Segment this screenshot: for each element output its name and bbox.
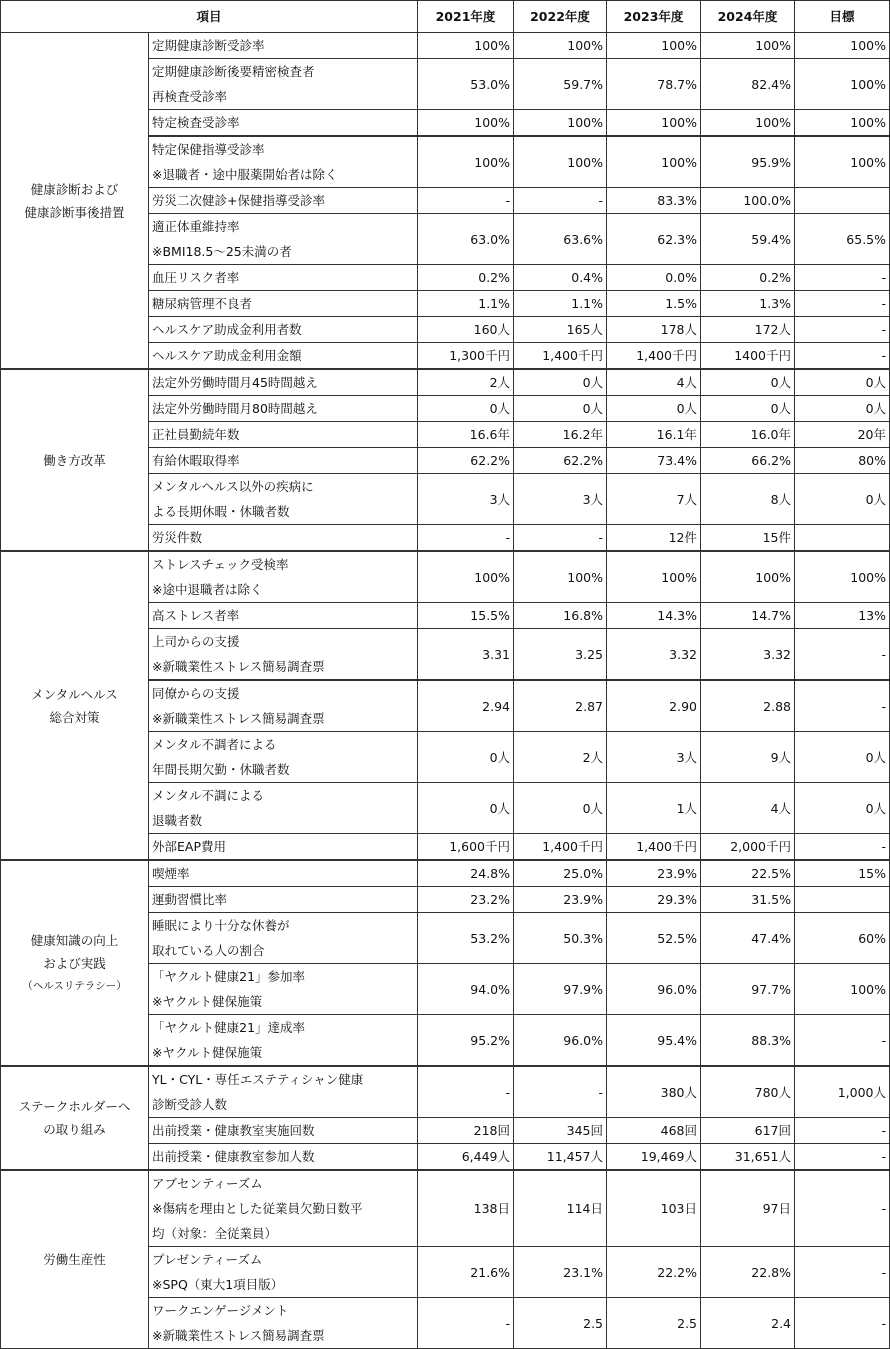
value-2022: 100% [514,551,607,603]
value-2023: 52.5% [607,913,701,964]
value-2024: 2,000千円 [701,834,795,861]
value-2023: 3.32 [607,629,701,681]
value-2023: 4人 [607,369,701,396]
value-2024: 0.2% [701,265,795,291]
value-target: 0人 [795,369,890,396]
value-target: - [795,265,890,291]
value-2024: 22.5% [701,860,795,887]
value-2024: 9人 [701,732,795,783]
item-label: ヘルスケア助成金利用者数 [152,322,302,337]
item-cell [149,265,418,291]
value-2021: - [418,525,514,552]
value-2023: 1,400千円 [607,343,701,370]
value-2021: 1,300千円 [418,343,514,370]
value-2023: 0人 [607,396,701,422]
item-label: 高ストレス者率 [152,608,240,623]
table-row [1,860,890,887]
item-cell [149,317,418,343]
item-label: 労災件数 [152,530,203,545]
item-cell [149,110,418,137]
value-target: - [795,1170,890,1247]
value-2024: 780人 [701,1066,795,1118]
value-2021: - [418,1066,514,1118]
item-label: 診断受診人数 [152,1097,228,1112]
value-2024: 31,651人 [701,1144,795,1171]
item-label: メンタル不調者による [152,737,277,752]
item-label: 法定外労働時間月80時間越え [152,401,318,416]
value-2021: 21.6% [418,1247,514,1298]
value-2023: 62.3% [607,214,701,265]
value-2023: 19,469人 [607,1144,701,1171]
item-label: 糖尿病管理不良者 [152,296,253,311]
value-2023: 1人 [607,783,701,834]
item-label: メンタル不調による [152,788,265,803]
value-2021: 95.2% [418,1015,514,1067]
value-2021: 160人 [418,317,514,343]
value-2023: 1,400千円 [607,834,701,861]
value-target: 0人 [795,732,890,783]
item-cell [149,343,418,370]
item-cell [149,629,418,681]
item-label: ※ヤクルト健保施策 [152,1045,263,1060]
value-2022: 165人 [514,317,607,343]
category-cell [1,1066,149,1170]
value-2021: 0.2% [418,265,514,291]
item-cell [149,136,418,188]
category-label: および実践 [43,955,106,971]
item-cell [149,188,418,214]
value-2022: 2人 [514,732,607,783]
value-2024: 3.32 [701,629,795,681]
header-2023: 2023年度 [607,1,701,33]
value-2021: - [418,188,514,214]
item-label: 定期健康診断後要精密検査者 [152,64,315,79]
value-2022: 25.0% [514,860,607,887]
item-label: 定期健康診断受診率 [152,38,265,53]
item-label: ※新職業性ストレス簡易調査票 [152,711,325,726]
item-label: メンタルヘルス以外の疾病に [152,479,314,494]
item-cell [149,59,418,110]
value-2022: 97.9% [514,964,607,1015]
item-cell [149,603,418,629]
value-2023: 100% [607,33,701,59]
value-2022: 0人 [514,783,607,834]
value-2022: 1,400千円 [514,834,607,861]
value-2024: 4人 [701,783,795,834]
value-2022: 2.5 [514,1298,607,1349]
value-2023: 22.2% [607,1247,701,1298]
value-2022: 1.1% [514,291,607,317]
item-cell [149,913,418,964]
category-label: 健康知識の向上 [30,932,119,948]
category-label: 労働生産性 [43,1252,106,1267]
item-cell [149,1066,418,1118]
item-cell [149,396,418,422]
item-label: ストレスチェック受検率 [152,557,289,572]
value-2022: 16.2年 [514,422,607,448]
category-label: メンタルヘルス [31,686,118,702]
item-cell [149,680,418,732]
value-2024: 31.5% [701,887,795,913]
item-label: 運動習慣比率 [152,892,228,907]
value-2021: 100% [418,136,514,188]
item-cell [149,214,418,265]
value-target: - [795,680,890,732]
value-target: 100% [795,59,890,110]
item-label: 取れている人の割合 [152,943,265,958]
value-2023: 2.90 [607,680,701,732]
item-label: 出前授業・健康教室参加人数 [152,1149,315,1164]
value-target [795,188,890,214]
value-2024: 59.4% [701,214,795,265]
category-label: の取り組み [43,1122,106,1137]
category-sublabel: （ヘルスリテラシー） [22,979,127,992]
item-label: ※BMI18.5～25未満の者 [152,244,292,259]
value-2022: 96.0% [514,1015,607,1067]
table-row [1,551,890,603]
value-2024: 47.4% [701,913,795,964]
item-cell [149,783,418,834]
value-target: 100% [795,964,890,1015]
item-label: 退職者数 [152,813,203,828]
value-2022: 3.25 [514,629,607,681]
value-2024: 100% [701,33,795,59]
value-2023: 95.4% [607,1015,701,1067]
value-2022: 1,400千円 [514,343,607,370]
value-2024: 88.3% [701,1015,795,1067]
value-2023: 468回 [607,1118,701,1144]
value-2022: 100% [514,110,607,137]
item-cell [149,860,418,887]
value-2023: 83.3% [607,188,701,214]
value-2021: 1,600千円 [418,834,514,861]
value-2024: 1.3% [701,291,795,317]
value-2024: 1400千円 [701,343,795,370]
value-2022: 0人 [514,396,607,422]
value-target: - [795,834,890,861]
item-cell [149,1170,418,1247]
value-2022: 59.7% [514,59,607,110]
value-target: 65.5% [795,214,890,265]
value-target: - [795,1118,890,1144]
category-label: 健康診断および [30,181,119,197]
value-2022: - [514,1066,607,1118]
value-2022: - [514,188,607,214]
value-2023: 103日 [607,1170,701,1247]
item-cell [149,732,418,783]
item-label: ※新職業性ストレス簡易調査票 [152,659,325,674]
item-cell [149,448,418,474]
value-2023: 178人 [607,317,701,343]
value-2023: 78.7% [607,59,701,110]
item-label: 睡眠により十分な休養が [152,918,290,933]
category-label: 総合対策 [49,709,100,725]
value-2023: 3人 [607,732,701,783]
item-label: 「ヤクルト健康21」達成率 [152,1020,306,1035]
value-2023: 14.3% [607,603,701,629]
item-label: YL・CYL・専任エステティシャン健康 [152,1072,364,1087]
value-target: 100% [795,33,890,59]
value-target: 0人 [795,474,890,525]
table-row [1,369,890,396]
value-2021: - [418,1298,514,1349]
value-2024: 15件 [701,525,795,552]
value-2024: 100% [701,110,795,137]
value-target: 1,000人 [795,1066,890,1118]
table-body [1,33,890,1349]
item-label: ※途中退職者は除く [152,582,263,597]
header-2022: 2022年度 [514,1,607,33]
value-2024: 97日 [701,1170,795,1247]
value-2022: 62.2% [514,448,607,474]
value-2024: 100.0% [701,188,795,214]
value-2021: 1.1% [418,291,514,317]
category-label: ステークホルダーへ [18,1099,131,1114]
item-cell [149,291,418,317]
item-label: 法定外労働時間月45時間越え [152,375,318,390]
value-2023: 2.5 [607,1298,701,1349]
header-target: 目標 [795,1,890,33]
item-label: 均（対象：全従業員） [152,1226,278,1241]
category-cell [1,860,149,1066]
value-2021: 53.2% [418,913,514,964]
value-2021: 63.0% [418,214,514,265]
item-cell [149,1015,418,1067]
item-label: ※新職業性ストレス簡易調査票 [152,1328,325,1343]
category-label: 働き方改革 [43,452,106,468]
item-label: 「ヤクルト健康21」参加率 [152,969,306,984]
value-2024: 97.7% [701,964,795,1015]
item-label: ※SPQ（東大1項目版） [152,1277,284,1292]
value-2022: 2.87 [514,680,607,732]
value-target: 0人 [795,783,890,834]
value-2022: 345回 [514,1118,607,1144]
value-2022: 11,457人 [514,1144,607,1171]
value-2023: 1.5% [607,291,701,317]
category-label: 健康診断事後措置 [24,204,125,220]
value-2023: 12件 [607,525,701,552]
value-2024: 82.4% [701,59,795,110]
value-2024: 16.0年 [701,422,795,448]
value-2021: 3.31 [418,629,514,681]
value-2024: 172人 [701,317,795,343]
value-2023: 380人 [607,1066,701,1118]
item-label: 適正体重維持率 [152,219,240,234]
header-2021: 2021年度 [418,1,514,33]
value-2022: 0人 [514,369,607,396]
item-label: よる長期休暇・休職者数 [152,504,290,519]
value-2023: 16.1年 [607,422,701,448]
category-cell [1,369,149,551]
item-label: 上司からの支援 [152,634,240,649]
item-label: 労災二次健診+保健指導受診率 [152,193,325,208]
item-cell [149,525,418,552]
value-target: 60% [795,913,890,964]
item-cell [149,369,418,396]
value-2021: 100% [418,110,514,137]
item-cell [149,1247,418,1298]
value-2024: 95.9% [701,136,795,188]
item-cell [149,834,418,861]
value-2022: 23.1% [514,1247,607,1298]
item-label: 外部EAP費用 [152,839,226,854]
item-label: 有給休暇取得率 [152,453,240,468]
item-label: ヘルスケア助成金利用金額 [152,348,302,363]
item-cell [149,551,418,603]
item-label: 出前授業・健康教室実施回数 [152,1123,315,1138]
value-target: 100% [795,136,890,188]
value-2021: 6,449人 [418,1144,514,1171]
item-label: 喫煙率 [152,866,190,881]
value-2022: 114日 [514,1170,607,1247]
value-2021: 24.8% [418,860,514,887]
value-2021: 16.6年 [418,422,514,448]
item-cell [149,1144,418,1171]
value-2022: 23.9% [514,887,607,913]
value-target [795,887,890,913]
value-2021: 15.5% [418,603,514,629]
value-2024: 617回 [701,1118,795,1144]
value-target: - [795,1144,890,1171]
value-target: - [795,1247,890,1298]
item-label: 再検査受診率 [152,89,228,104]
item-label: 正社員勤続年数 [152,427,240,442]
item-label: 特定保健指導受診率 [152,142,265,157]
table-row [1,1066,890,1118]
value-target: - [795,291,890,317]
value-2024: 66.2% [701,448,795,474]
header-row [1,1,890,33]
value-2022: 3人 [514,474,607,525]
value-2021: 53.0% [418,59,514,110]
value-2021: 0人 [418,732,514,783]
value-2023: 23.9% [607,860,701,887]
value-target: 13% [795,603,890,629]
value-2021: 62.2% [418,448,514,474]
value-2022: 63.6% [514,214,607,265]
value-target: - [795,629,890,681]
value-target: 80% [795,448,890,474]
value-target: 20年 [795,422,890,448]
value-2023: 0.0% [607,265,701,291]
value-target: - [795,1015,890,1067]
table-row [1,1170,890,1247]
category-cell [1,551,149,860]
value-2022: 50.3% [514,913,607,964]
item-label: ワークエンゲージメント [152,1303,289,1318]
item-label: 血圧リスク者率 [152,270,240,285]
value-2024: 100% [701,551,795,603]
value-2024: 8人 [701,474,795,525]
value-2021: 23.2% [418,887,514,913]
value-target: 100% [795,551,890,603]
item-label: ※退職者・途中服薬開始者は除く [152,167,338,182]
value-2021: 2.94 [418,680,514,732]
value-2024: 14.7% [701,603,795,629]
item-cell [149,964,418,1015]
item-label: アブセンティーズム [152,1176,263,1191]
value-2023: 29.3% [607,887,701,913]
item-cell [149,887,418,913]
item-label: ※傷病を理由とした従業員欠勤日数平 [152,1201,363,1216]
value-target: - [795,343,890,370]
header-2024: 2024年度 [701,1,795,33]
value-2024: 2.4 [701,1298,795,1349]
item-label: プレゼンティーズム [152,1252,263,1267]
value-2021: 3人 [418,474,514,525]
item-label: 年間長期欠勤・休職者数 [152,762,290,777]
value-2023: 7人 [607,474,701,525]
value-2021: 0人 [418,783,514,834]
value-target: 15% [795,860,890,887]
value-2021: 218回 [418,1118,514,1144]
item-cell [149,1118,418,1144]
item-cell [149,422,418,448]
value-target: - [795,317,890,343]
header-item: 項目 [1,1,418,33]
value-target [795,525,890,552]
category-cell [1,1170,149,1349]
item-label: 特定検査受診率 [152,115,240,130]
value-target: 0人 [795,396,890,422]
value-target: - [795,1298,890,1349]
value-target: 100% [795,110,890,137]
value-2022: 100% [514,33,607,59]
category-cell [1,33,149,370]
value-2022: - [514,525,607,552]
value-2023: 100% [607,136,701,188]
value-2022: 0.4% [514,265,607,291]
value-2024: 0人 [701,369,795,396]
item-cell [149,1298,418,1349]
value-2023: 100% [607,110,701,137]
value-2024: 2.88 [701,680,795,732]
item-label: ※ヤクルト健保施策 [152,994,263,1009]
value-2022: 16.8% [514,603,607,629]
value-2021: 100% [418,551,514,603]
value-2021: 2人 [418,369,514,396]
value-2021: 94.0% [418,964,514,1015]
item-cell [149,474,418,525]
value-2022: 100% [514,136,607,188]
value-2024: 0人 [701,396,795,422]
value-2021: 100% [418,33,514,59]
item-cell [149,33,418,59]
value-2023: 96.0% [607,964,701,1015]
table-row [1,33,890,59]
value-2024: 22.8% [701,1247,795,1298]
value-2023: 100% [607,551,701,603]
item-label: 同僚からの支援 [152,686,240,701]
value-2021: 0人 [418,396,514,422]
value-2023: 73.4% [607,448,701,474]
value-2021: 138日 [418,1170,514,1247]
